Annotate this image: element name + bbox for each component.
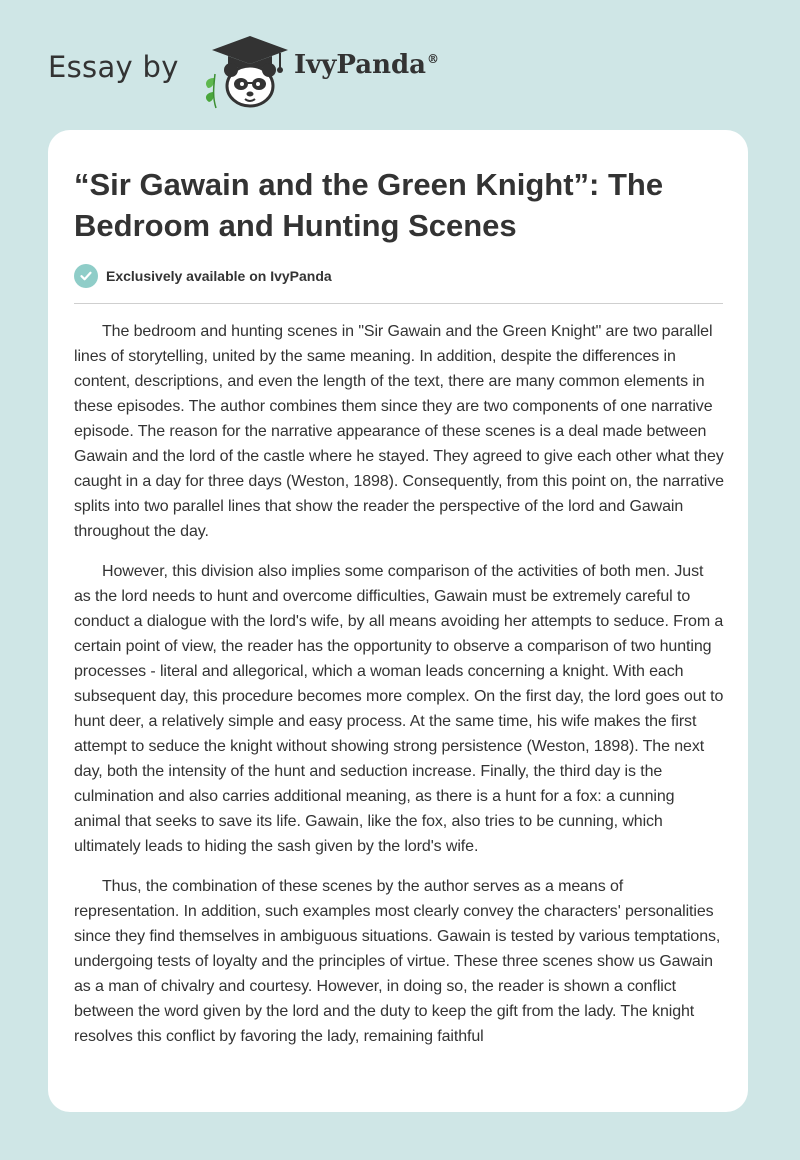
essay-card [48,130,748,1112]
paragraph: Thus, the combination of these scenes by the author serves as a means of representation. In addition, such examples most clearly convey the characters' personalities since they find themselves in ambiguous situations. Gawain is tested by various temptations, undergoing tests of loyalty and the principles of virtue. These three scenes show us Gawain as a man of chivalry and courtesy. However, in doing so, the reader is shown a conflict between the word given by the lord and the duty to keep the gift from the lady. The knight resolves this conflict by favoring the lady, remaining faithful [74,878,721,1045]
brand-text: IvyPanda [294,50,427,80]
essay-body [74,319,724,1064]
registered-mark: ® [427,52,440,66]
brand-name[interactable] [294,50,439,80]
panda-graduation-cap-icon[interactable] [200,34,292,110]
ivy-leaf-icon [206,74,216,108]
page-title: “Sir Gawain and the Green Knight”: The Bedroom and Hunting Scenes [74,167,664,243]
paragraph: The bedroom and hunting scenes in "Sir Gawain and the Green Knight" are two parallel lines of storytelling, united by the same meaning. In addition, despite the differences in content, descriptions, and even the length of the text, there are many common elements in these episodes. The author combines them since they are two components of one narrative episode. The reason for the narrative appearance of these scenes is a deal made between Gawain and the lord of the castle where he stayed. They agreed to give each other what they caught in a day for three days (Weston, 1898). Consequently, from this point on, the narrative splits into two parallel lines that show the reader the perspective of the lord and Gawain throughout the day. [74,323,724,540]
check-circle-icon [74,264,98,288]
exclusive-badge [74,264,332,288]
paragraph: However, this division also implies some comparison of the activities of both men. Just as the lord needs to hunt and overcome difficulties, Gawain must be extremely careful to conduct a dialogue with the lord's wife, by all means avoiding her attempts to seduce. From a certain point of view, the reader has the opportunity to observe a comparison of two hunting processes - literal and allegorical, which a woman leads concerning a knight. With each subsequent day, this procedure becomes more complex. On the first day, the lord goes out to hunt deer, a relatively simple and easy process. At the same time, his wife makes the first attempt to seduce the knight without showing strong persistence (Weston, 1898). The next day, both the intensity of the hunt and seduction increase. Finally, the third day is the culmination and also carries additional meaning, as there is a hunt for a fox: a cunning animal that seeks to save its life. Gawain, like the fox, also tries to be cunning, which ultimately leads to hiding the sash given by the lord's wife. [74,563,724,855]
checkmark-icon [79,269,93,283]
essay-by-label: Essay by [48,50,179,84]
badge-label: Exclusively available on IvyPanda [106,268,332,284]
title-divider [74,303,723,304]
site-header [0,0,800,130]
